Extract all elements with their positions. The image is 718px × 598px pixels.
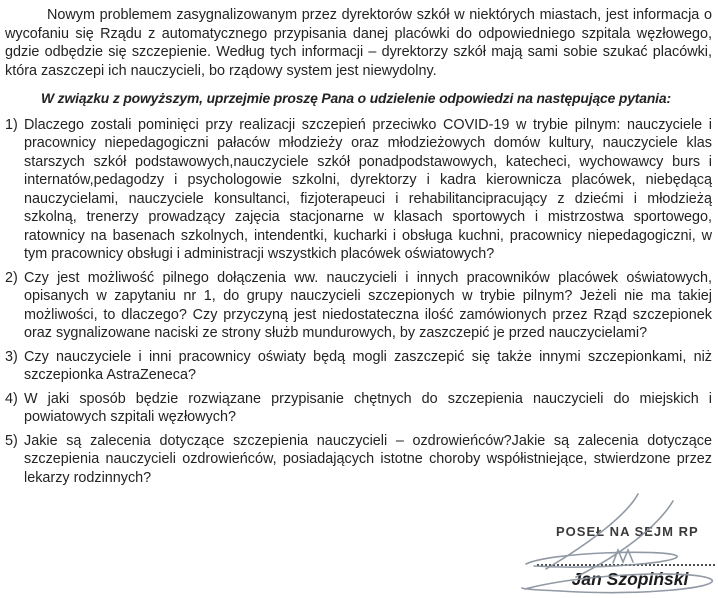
request-line: W związku z powyższym, uprzejmie proszę Pana o udzielenie odpowiedzi na następujące pytania:	[41, 90, 671, 106]
intro-paragraph: Nowym problemem zasygnalizowanym przez dyrektorów szkół w niektórych miastach, jest informacja o wycofaniu się Rządu z automatycznego przypisania danej placówki do odpowiedniego szpitala węzłowego, gdzie odbędzie się szczepienie. Według tych informacji – dyrektorzy szkół mają sami sobie szukać placówki, która zaszczepi ich nauczycieli, bo rządowy system jest niewydolny.	[5, 7, 712, 79]
question-number: 3)	[5, 348, 18, 365]
question-text: W jaki sposób będzie rozwiązane przypisanie chętnych do szczepienia nauczycieli do miejskich i powiatowych szpitali węzłowych?	[24, 390, 712, 425]
question-item-4	[5, 390, 712, 427]
question-number: 5)	[5, 432, 18, 449]
question-item-1	[5, 116, 712, 264]
question-number: 1)	[5, 116, 18, 133]
signature-title: POSEŁ NA SEJM RP	[556, 524, 699, 539]
question-text: Jakie są zalecenia dotyczące szczepienia nauczycieli – ozdrowieńców?Jakie są zalecenia dotyczące szczepienia nauczycieli ozdrowieńców, posiadających istotne choroby współistniejące, stwierdzone przez lekarzy rodzinnych?	[24, 432, 712, 486]
question-item-5	[5, 432, 712, 488]
signature-name: Jan Szopiński	[571, 569, 689, 589]
question-text: Dlaczego zostali pominięci przy realizacji szczepień przeciwko COVID-19 w trybie pilnym: nauczyciele i pracownicy niepedagogiczni pałaców młodzieży oraz młodzieżowych domów kultury, nauczyciele klas starszych szkół podstawowych,nauczyciele szkół ponadpodstawowych, katecheci, wychowawcy burs i internatów,pedagodzy i psychologowie szkolni, dyrektorzy i kadra kierownicza placówek, niebędącą nauczycielami, nauczyciele konsultanci, fizjoterapeuci i rehabilitancipracujący z dziećmi i młodzieżą szkolną, trenerzy prowadzący zajęcia stacjonarne w klasach sportowych i mistrzostwa sportowego, ratownicy na basenach szkolnych, intendentki, kucharki i obsługa kuchni, pracownicy niepedagogiczni, w tym pracownicy obsługi i administracji wszystkich placówek oświatowych?	[24, 116, 712, 262]
question-item-3	[5, 348, 712, 385]
question-text: Czy jest możliwość pilnego dołączenia ww. nauczycieli i innych pracowników placówek oświatowych, opisanych w zapytaniu nr 1, do grupy nauczycieli szczepionych w trybie pilnym? Jeżeli nie ma takiej możliwości, to dlaczego? Czy przyczyną jest niedostateczna ilość zamówionych przez Rząd szczepionek oraz sygnalizowane naciski ze strony służb mundurowych, by zaszczepić je przed nauczycielami?	[24, 269, 712, 341]
questions-list	[5, 116, 712, 488]
signature-block	[430, 492, 718, 598]
question-number: 4)	[5, 390, 18, 407]
question-item-2	[5, 269, 712, 343]
signature-dotted-line	[537, 564, 715, 566]
question-text: Czy nauczyciele i inni pracownicy oświaty będą mogli zaszczepić się także innymi szczepionkami, niż szczepionka AstraZeneca?	[24, 348, 712, 383]
question-number: 2)	[5, 269, 18, 286]
